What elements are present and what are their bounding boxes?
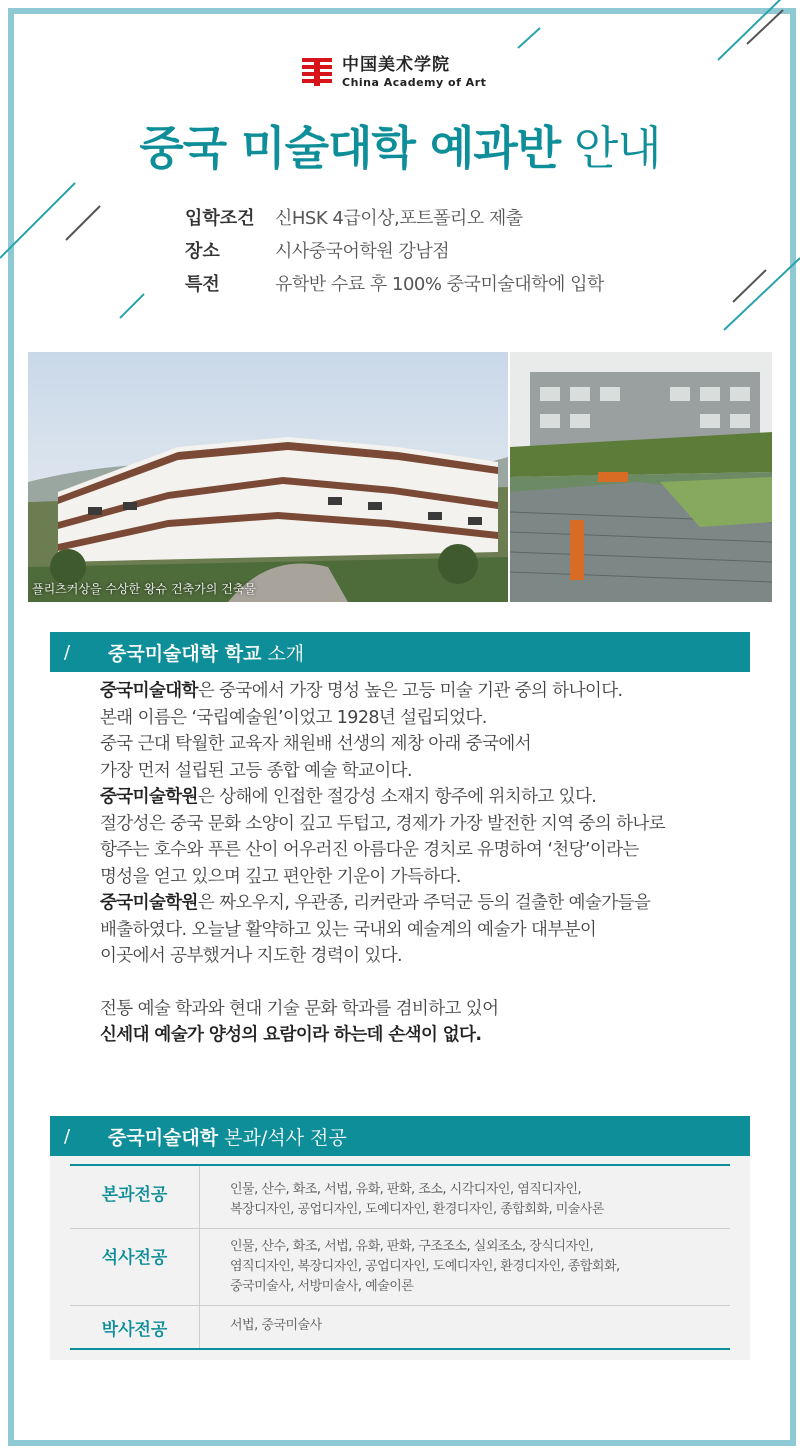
major-list bbox=[200, 1166, 604, 1228]
section-title-bold: 중국미술대학 bbox=[108, 1126, 219, 1149]
intro-text: 은 상해에 인접한 절강성 소재지 항주에 위치하고 있다. bbox=[197, 787, 597, 807]
school-name: 중국미술학원 bbox=[100, 787, 198, 807]
info-row-benefit bbox=[185, 266, 604, 299]
school-name: 중국미술대학 bbox=[100, 681, 198, 701]
intro-line: 이곳에서 공부했거나 지도한 경력이 있다. bbox=[100, 946, 402, 966]
major-list bbox=[200, 1306, 322, 1348]
title-light: 안내 bbox=[573, 121, 661, 175]
school-name: 중국미술학원 bbox=[100, 893, 198, 913]
admission-info bbox=[185, 200, 604, 299]
page-title bbox=[0, 112, 800, 178]
major-list-line: 서법, 중국미술사 bbox=[230, 1318, 322, 1333]
photo-caption: 플리츠커상을 수상한 왕슈 건축가의 건축물 bbox=[32, 582, 256, 596]
info-label: 특전 bbox=[185, 273, 220, 295]
intro-text: 은 짜오우지, 우관종, 리커란과 주덕군 등의 걸출한 예술가들을 bbox=[197, 893, 651, 913]
intro-line: 명성을 얻고 있으며 깊고 편안한 기운이 가득하다. bbox=[100, 866, 461, 887]
majors-panel bbox=[50, 1156, 750, 1360]
major-list-line: 인물, 산수, 화조, 서법, 유화, 판화, 조소, 시각디자인, 염직디자인, bbox=[230, 1182, 582, 1197]
major-list-line: 중국미술사, 서방미술사, 예술이론 bbox=[230, 1279, 414, 1294]
major-label: 박사전공 bbox=[70, 1306, 200, 1348]
intro-line-emphasis: 신세대 예술가 양성의 요람이라 하는데 손색이 없다. bbox=[100, 1025, 482, 1045]
intro-line: 본래 이름은 ‘국립예술원’이었고 1928년 설립되었다. bbox=[100, 707, 487, 728]
major-list-line: 복장디자인, 공업디자인, 도예디자인, 환경디자인, 종합회화, 미술사론 bbox=[230, 1202, 604, 1217]
table-row bbox=[70, 1166, 730, 1229]
slash-icon: / bbox=[64, 1125, 71, 1147]
slash-icon: / bbox=[64, 641, 71, 663]
school-introduction bbox=[100, 678, 740, 1049]
section-header-majors bbox=[50, 1116, 750, 1156]
info-value: 유학반 수료 후 100% 중국미술대학에 입학 bbox=[275, 273, 604, 295]
major-list-line: 염직디자인, 복장디자인, 공업디자인, 도예디자인, 환경디자인, 종합회화, bbox=[230, 1259, 620, 1274]
section-title-bold: 중국미술대학 학교 bbox=[108, 642, 262, 665]
intro-line: 항주는 호수와 푸른 산이 어우러진 아름다운 경치로 유명하여 ‘천당’이라는 bbox=[100, 840, 639, 860]
major-label: 본과전공 bbox=[70, 1166, 200, 1228]
info-label: 장소 bbox=[185, 240, 220, 262]
info-row-condition bbox=[185, 200, 604, 233]
campus-photo-side bbox=[510, 352, 772, 602]
intro-text: 은 중국에서 가장 명성 높은 고등 미술 기관 중의 하나이다. bbox=[197, 681, 623, 701]
title-strong: 중국 미술대학 예과반 bbox=[139, 121, 561, 175]
intro-line: 절강성은 중국 문화 소양이 깊고 두텁고, 경제가 가장 발전한 지역 중의 하나로 bbox=[100, 813, 666, 834]
info-value: 시사중국어학원 강남점 bbox=[275, 240, 450, 262]
table-row bbox=[70, 1229, 730, 1306]
logo bbox=[300, 50, 486, 94]
info-value: 신HSK 4급이상,포트폴리오 제출 bbox=[275, 207, 523, 229]
major-list bbox=[200, 1229, 620, 1305]
campus-photo-main bbox=[28, 352, 508, 602]
intro-line: 배출하였다. 오늘날 활약하고 있는 국내외 예술계의 예술가 대부분이 bbox=[100, 919, 597, 940]
major-label: 석사전공 bbox=[70, 1229, 200, 1305]
section-title-normal: 소개 bbox=[267, 642, 305, 665]
logo-chinese-name: 中国美术学院 bbox=[342, 54, 450, 75]
logo-english-name: China Academy of Art bbox=[342, 75, 487, 89]
info-row-location bbox=[185, 233, 604, 266]
info-label: 입학조건 bbox=[185, 207, 255, 229]
table-row bbox=[70, 1306, 730, 1348]
intro-line bbox=[100, 678, 740, 705]
majors-table bbox=[70, 1164, 730, 1350]
logo-mark-icon bbox=[300, 55, 334, 89]
intro-line bbox=[100, 784, 740, 811]
intro-line: 가장 먼저 설립된 고등 종합 예술 학교이다. bbox=[100, 760, 412, 781]
intro-line: 중국 근대 탁월한 교육자 채원배 선생의 제창 아래 중국에서 bbox=[100, 734, 532, 754]
intro-line bbox=[100, 890, 740, 917]
major-list-line: 인물, 산수, 화조, 서법, 유화, 판화, 구조조소, 실외조소, 장식디자인, bbox=[230, 1239, 594, 1254]
section-title-normal: 본과/석사 전공 bbox=[224, 1126, 347, 1149]
intro-line: 전통 예술 학과와 현대 기술 문화 학과를 겸비하고 있어 bbox=[100, 998, 499, 1019]
section-header-intro bbox=[50, 632, 750, 672]
